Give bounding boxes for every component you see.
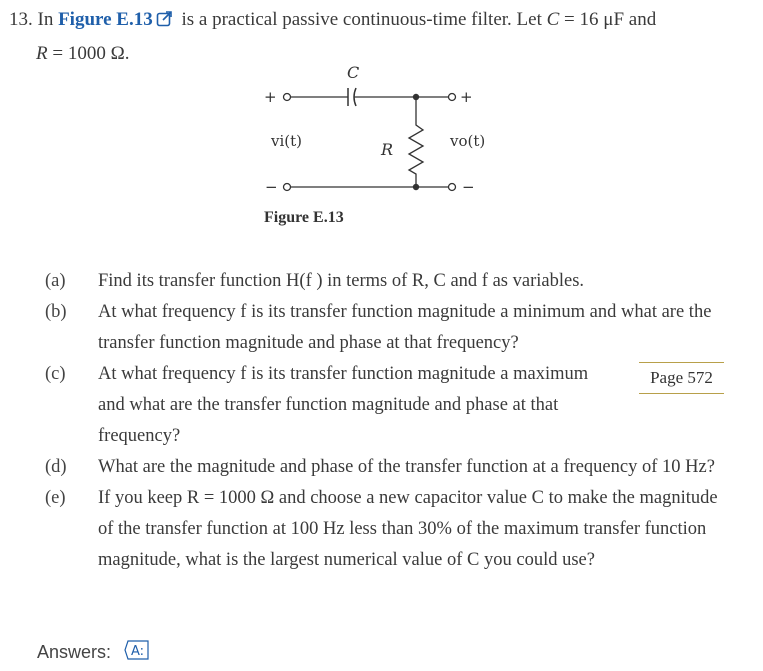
part-text: Find its transfer function H(f ) in terms of R, C and f as variables. bbox=[98, 271, 585, 291]
part-label: (e) bbox=[45, 488, 66, 508]
capacitor-value: = 16 μF and bbox=[564, 9, 657, 30]
external-link-icon[interactable] bbox=[156, 6, 173, 38]
part-label: (b) bbox=[45, 302, 67, 322]
figure-caption: Figure E.13 bbox=[264, 209, 344, 226]
part-c bbox=[45, 359, 735, 452]
part-label: (a) bbox=[45, 271, 66, 291]
circuit-diagram bbox=[253, 60, 503, 200]
input-plus-sign: + bbox=[264, 88, 277, 106]
part-d bbox=[45, 452, 735, 483]
input-minus-terminal bbox=[284, 184, 291, 191]
output-plus-terminal bbox=[449, 94, 456, 101]
statement-text: is a practical passive continuous-time filter. Let bbox=[181, 9, 542, 30]
output-minus-sign: − bbox=[462, 178, 475, 196]
answers-label: Answers: bbox=[37, 642, 112, 662]
part-b bbox=[45, 297, 735, 359]
resistor-label: R bbox=[381, 140, 394, 159]
part-a bbox=[45, 266, 735, 297]
problem-number: 13. In bbox=[9, 9, 54, 30]
input-voltage-label: vi(t) bbox=[271, 132, 303, 150]
resistor-zigzag bbox=[409, 97, 423, 187]
part-e bbox=[45, 483, 735, 576]
part-text: At what frequency f is its transfer function magnitude a maximum and what are the transfer function magnitude and phase at that frequency? bbox=[98, 364, 589, 446]
part-label: (d) bbox=[45, 457, 67, 477]
input-plus-terminal bbox=[284, 94, 291, 101]
resistor-symbol: R bbox=[36, 43, 48, 64]
part-label: (c) bbox=[45, 364, 66, 384]
output-plus-sign: + bbox=[460, 88, 473, 106]
part-text: If you keep R = 1000 Ω and choose a new capacitor value C to make the magnitude of the transfer function at 100 Hz less than 30% of the maximum transfer function magnitude, what is the largest numerical value of C you could use? bbox=[98, 488, 718, 570]
answer-badge-text: A: bbox=[131, 644, 145, 659]
answer-key-icon[interactable] bbox=[124, 640, 150, 665]
resistor-value: = 1000 Ω. bbox=[52, 43, 130, 64]
output-minus-terminal bbox=[449, 184, 456, 191]
input-minus-sign: − bbox=[265, 178, 278, 196]
answers-row bbox=[37, 640, 150, 665]
capacitor-symbol: C bbox=[546, 9, 560, 30]
capacitor-label: C bbox=[347, 63, 360, 82]
part-text: At what frequency f is its transfer function magnitude a minimum and what are the transfer function magnitude and phase at that frequency? bbox=[98, 302, 712, 353]
question-parts bbox=[45, 266, 735, 576]
output-voltage-label: vo(t) bbox=[450, 132, 486, 150]
page-marker: Page 572 bbox=[639, 362, 724, 394]
figure-link[interactable]: Figure E.13 bbox=[58, 9, 153, 30]
part-text: What are the magnitude and phase of the transfer function at a frequency of 10 Hz? bbox=[98, 457, 715, 477]
